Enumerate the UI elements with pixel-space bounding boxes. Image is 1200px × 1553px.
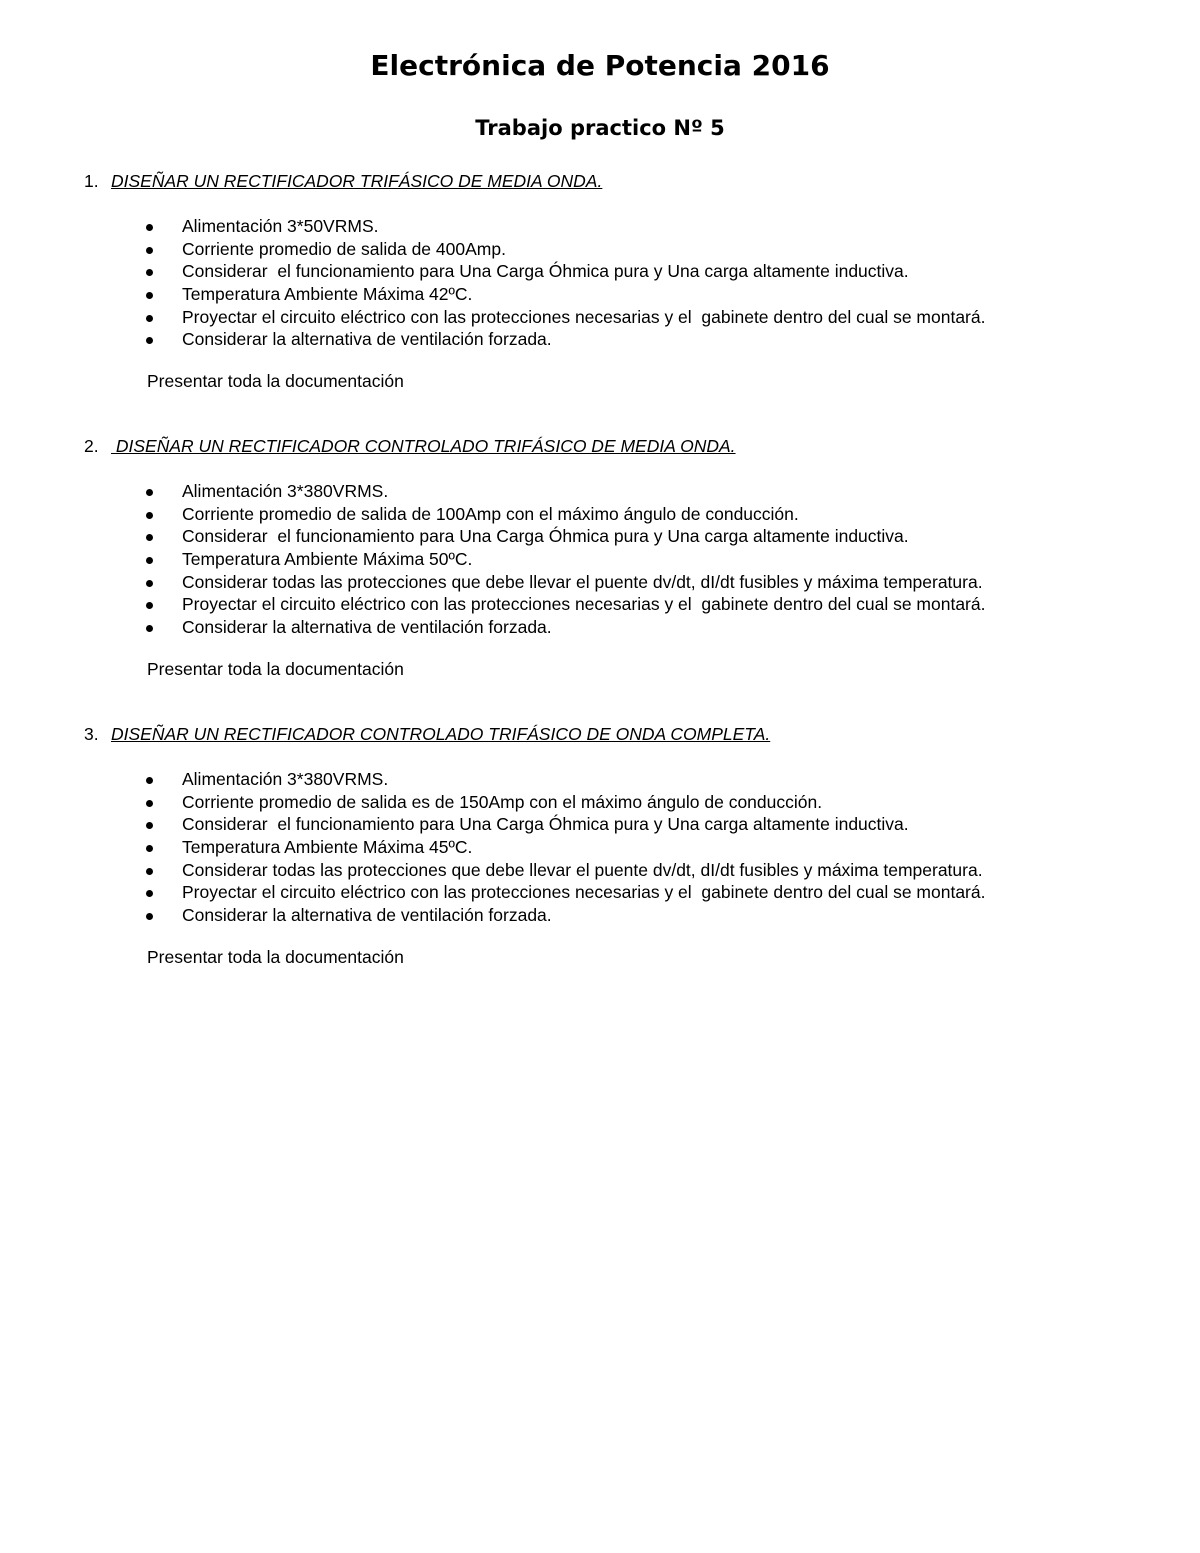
list-item-text: Temperatura Ambiente Máxima 50ºC. [182,549,473,570]
section-title: DISEÑAR UN RECTIFICADOR CONTROLADO TRIFÁSICO DE ONDA COMPLETA. [111,724,771,744]
list-item [0,480,1200,503]
list-item-text: Considerar todas las protecciones que debe llevar el puente dv/dt, dI/dt fusibles y máxima temperatura. [182,859,983,880]
bullet-list [0,215,1200,351]
section-heading [84,170,602,192]
list-item-text: Alimentación 3*380VRMS. [182,481,389,501]
bullet-icon [146,580,153,587]
bullet-icon [146,489,153,496]
section-number: 2. [84,436,99,456]
section-note: Presentar toda la documentación [147,371,404,391]
bullet-icon [146,512,153,519]
list-item [0,238,1200,261]
list-item [0,215,1200,238]
list-item-text: Considerar el funcionamiento para Una Carga Óhmica pura y Una carga altamente inductiva. [182,261,909,282]
section-note: Presentar toda la documentación [147,947,404,967]
bullet-icon [146,292,153,299]
list-item-text: Proyectar el circuito eléctrico con las protecciones necesarias y el gabinete dentro del cual se montará. [182,882,986,903]
bullet-icon [146,845,153,852]
list-item-text: Temperatura Ambiente Máxima 45ºC. [182,837,473,858]
list-item-text: Proyectar el circuito eléctrico con las protecciones necesarias y el gabinete dentro del cual se montará. [182,594,986,615]
list-item [0,328,1200,351]
list-item [0,593,1200,616]
list-item-text: Considerar todas las protecciones que debe llevar el puente dv/dt, dI/dt fusibles y máxima temperatura. [182,571,983,592]
list-item [0,813,1200,836]
list-item [0,616,1200,639]
list-item-text: Alimentación 3*50VRMS. [182,216,379,236]
bullet-icon [146,868,153,875]
list-item [0,859,1200,882]
list-item-text: Considerar el funcionamiento para Una Carga Óhmica pura y Una carga altamente inductiva. [182,526,909,547]
list-item-text: Corriente promedio de salida de 400Amp. [182,238,506,259]
bullet-list [0,768,1200,927]
bullet-icon [146,247,153,254]
bullet-list [0,480,1200,639]
bullet-icon [146,557,153,564]
bullet-icon [146,224,153,231]
list-item [0,571,1200,594]
list-item [0,836,1200,859]
section-number: 3. [84,724,99,744]
list-item-text: Considerar la alternativa de ventilación forzada. [182,905,552,926]
section-heading [84,723,770,745]
list-item [0,503,1200,526]
bullet-icon [146,337,153,344]
list-item-text: Considerar la alternativa de ventilación forzada. [182,617,552,638]
list-item-text: Temperatura Ambiente Máxima 42ºC. [182,284,473,305]
section-number: 1. [84,171,99,191]
bullet-icon [146,913,153,920]
list-item [0,306,1200,329]
list-item-text: Proyectar el circuito eléctrico con las protecciones necesarias y el gabinete dentro del cual se montará. [182,306,986,327]
list-item [0,881,1200,904]
bullet-icon [146,822,153,829]
list-item-text: Considerar la alternativa de ventilación forzada. [182,329,552,350]
bullet-icon [146,625,153,632]
section-title: DISEÑAR UN RECTIFICADOR CONTROLADO TRIFÁSICO DE MEDIA ONDA. [111,436,736,456]
bullet-icon [146,315,153,322]
list-item [0,260,1200,283]
bullet-icon [146,800,153,807]
section-heading [84,435,736,457]
bullet-icon [146,777,153,784]
list-item-text: Considerar el funcionamiento para Una Carga Óhmica pura y Una carga altamente inductiva. [182,814,909,835]
list-item-text: Corriente promedio de salida es de 150Amp con el máximo ángulo de conducción. [182,791,823,812]
list-item-text: Corriente promedio de salida de 100Amp con el máximo ángulo de conducción. [182,503,799,524]
bullet-icon [146,269,153,276]
bullet-icon [146,602,153,609]
section-note: Presentar toda la documentación [147,659,404,679]
list-item [0,283,1200,306]
list-item [0,791,1200,814]
document-title: Electrónica de Potencia 2016 [370,49,830,82]
bullet-icon [146,890,153,897]
section-title: DISEÑAR UN RECTIFICADOR TRIFÁSICO DE MEDIA ONDA. [111,171,603,191]
list-item-text: Alimentación 3*380VRMS. [182,769,389,789]
list-item [0,768,1200,791]
list-item [0,525,1200,548]
bullet-icon [146,534,153,541]
list-item [0,548,1200,571]
list-item [0,904,1200,927]
document-subtitle: Trabajo practico Nº 5 [475,116,725,140]
